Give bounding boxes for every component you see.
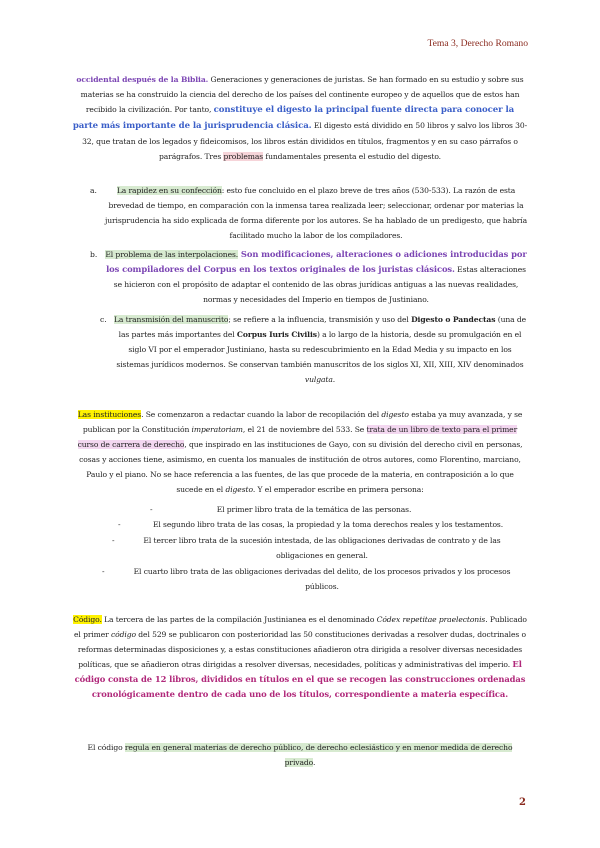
page-number: 2 <box>519 797 526 808</box>
codigo-highlight: El código consta de 12 libros, divididos en títulos en el que se recogen las construcciones ordenadas cronológicamente dentro de cada uno de los títulos, correspondiente a materia específica. <box>74 659 526 700</box>
instituciones-text: . Se comenzaron a redactar cuando la labor de recopilación del <box>141 410 382 419</box>
book-item-2: El segundo libro trata de las cosas, la propiedad y la toma derechos reales y los testamentos. <box>152 520 504 529</box>
instituciones-paragraph <box>72 407 528 498</box>
problem-b-highlight: Son modificaciones, alteraciones o adiciones introducidas por los compiladores del Corpus en los textos originales de los juristas clásicos. <box>106 249 527 275</box>
problem-a-title: La rapidez en su confección <box>116 186 222 195</box>
codigo-italic: código <box>111 630 136 640</box>
book-bullet-4: - <box>102 567 105 576</box>
codigo-title: Código. <box>73 615 102 624</box>
header-title: Tema 3, Derecho Romano <box>427 38 528 49</box>
book-bullet-2: - <box>118 520 121 529</box>
instituciones-text-4: , que inspirado en las instituciones de Gayo, con su división del derecho civil en personas, cosas y acciones tiene, asimismo, en cuenta los manuales de institución de otros autores, como Florentino, marciano, Paulo y el piano. No se hace referencia a las fuentes, de las que procede de la materia, en contraposición a lo que sucede en el <box>79 440 523 495</box>
problem-c-title: La transmisión del manuscrito <box>113 315 229 324</box>
problem-c-text: ; se refiere a la influencia, transmisión y uso del <box>228 315 412 324</box>
digesto-italic: digesto <box>381 410 409 419</box>
closing-paragraph <box>72 740 528 770</box>
problem-b <box>104 247 528 307</box>
closing-highlight: regula en general materias de derecho público, de derecho eclesiástico y en menor medida de derecho privado <box>124 743 513 768</box>
problem-c-text-4: . <box>332 375 336 385</box>
codex-italic: Códex repetitae praelectonis <box>376 615 486 624</box>
problem-c-text-2: (una de las partes más importantes del <box>118 315 527 340</box>
codigo-text-2: . Publicado el primer <box>74 615 527 640</box>
codigo-paragraph <box>72 612 528 703</box>
intro-text: Generaciones y generaciones de juristas. Se han formado en su estudio y sobre sus materias se ha construido la ciencia del derecho de los países del continente europeo y de aquellos que de estos han recibido la civilización. Por tanto, <box>80 75 524 115</box>
problem-c-text-3: ) a lo largo de la historia, desde su promulgación en el siglo VI por el emperador Justiniano, hasta su redescubrimiento en la Edad Media y su impacto en los sistemas jurídicos modernos. Se conservan también manuscritos de los siglos XI, XII, XIII, XIV denominados <box>116 330 524 370</box>
book-item-1: El primer libro trata de la temática de las personas. <box>216 505 412 514</box>
book-item-3: El tercer libro trata de la sucesión intestada, de las obligaciones derivadas de contrato y de las obligaciones en general. <box>143 536 501 561</box>
list-marker-c: c. <box>100 315 107 324</box>
book-bullet-3: - <box>112 536 115 545</box>
vulgata-term: vulgata <box>304 375 333 385</box>
problem-c <box>112 312 528 387</box>
problemas-highlight: problemas <box>223 152 264 162</box>
digesto-italic-2: digesto <box>225 485 253 495</box>
imperatoriam-italic: imperatoriam <box>191 425 243 435</box>
intro-key-highlight: constituye el digesto la principal fuente directa para conocer la parte más importante de la jurisprudencia clásica. <box>72 105 515 132</box>
list-marker-b: b. <box>90 250 98 259</box>
instituciones-highlight: trata de un libro de texto para el primer curso de carrera de derecho <box>77 425 518 450</box>
closing-text: El código <box>87 743 125 752</box>
codigo-text-3: del 529 se publicaron con posterioridad las 50 constituciones derivadas a resolver dudas, doctrinales o reformas determinadas disposiciones y, a estas constituciones añadieron otra dirigida a resolver diversas necesidades políticas, que se añadieron otras dirigidas a resolver diversas, necesidades, políticas y administrativas del imperio. <box>77 630 526 670</box>
instituciones-text-2: estaba ya muy avanzada, y se publican por la Constitución <box>82 410 523 435</box>
intro-lead-highlight: occidental después de la Biblia. <box>76 75 209 84</box>
list-marker-a: a. <box>90 186 97 195</box>
codigo-text: La tercera de las partes de la compilación Justinianea es el denominado <box>101 615 377 624</box>
instituciones-text-3: , el 21 de noviembre del 533. Se <box>242 425 367 435</box>
instituciones-text-5: . Y el emperador escribe en primera persona: <box>252 485 424 495</box>
instituciones-title: Las instituciones <box>77 410 142 419</box>
corpus-term: Corpus Iuris Civilis <box>236 330 317 340</box>
problem-b-title: El problema de las interpolaciones. <box>105 250 239 259</box>
problem-a <box>104 183 528 243</box>
book-bullet-1: - <box>150 505 153 514</box>
intro-text-2: El digesto está dividido en 50 libros y salvo los libros 30-32, que tratan de los legados y fideicomisos, los libros están divididos en títulos, fragmentos y en su caso párrafos o parágrafos. Tres <box>82 121 528 162</box>
intro-text-3: fundamentales presenta el estudio del digesto. <box>263 152 441 162</box>
problem-a-text: : esto fue concluido en el plazo breve de tres años (530-533). La razón de esta brevedad de tiempo, en comparación con la inmensa tarea realizada leer; seleccionar, ordenar por materias la jurisprudencia ha sido explicada de forma diferente por los autores. Se ha hablado de un predigesto, que habría facilitado mucho la labor de los compiladores. <box>104 186 528 241</box>
intro-paragraph <box>72 72 528 165</box>
book-item-4: El cuarto libro trata de las obligaciones derivadas del delito, de los procesos privados y los procesos públicos. <box>133 567 511 592</box>
closing-text-2: . <box>313 758 316 768</box>
problem-b-text: Estas alteraciones se hicieron con el propósito de adaptar el contenido de las obras jurídicas antiguas a las nuevas realidades, normas y necesidades del Imperio en tiempos de Justiniano. <box>113 265 526 305</box>
digesto-term: Digesto o Pandectas <box>411 315 496 324</box>
